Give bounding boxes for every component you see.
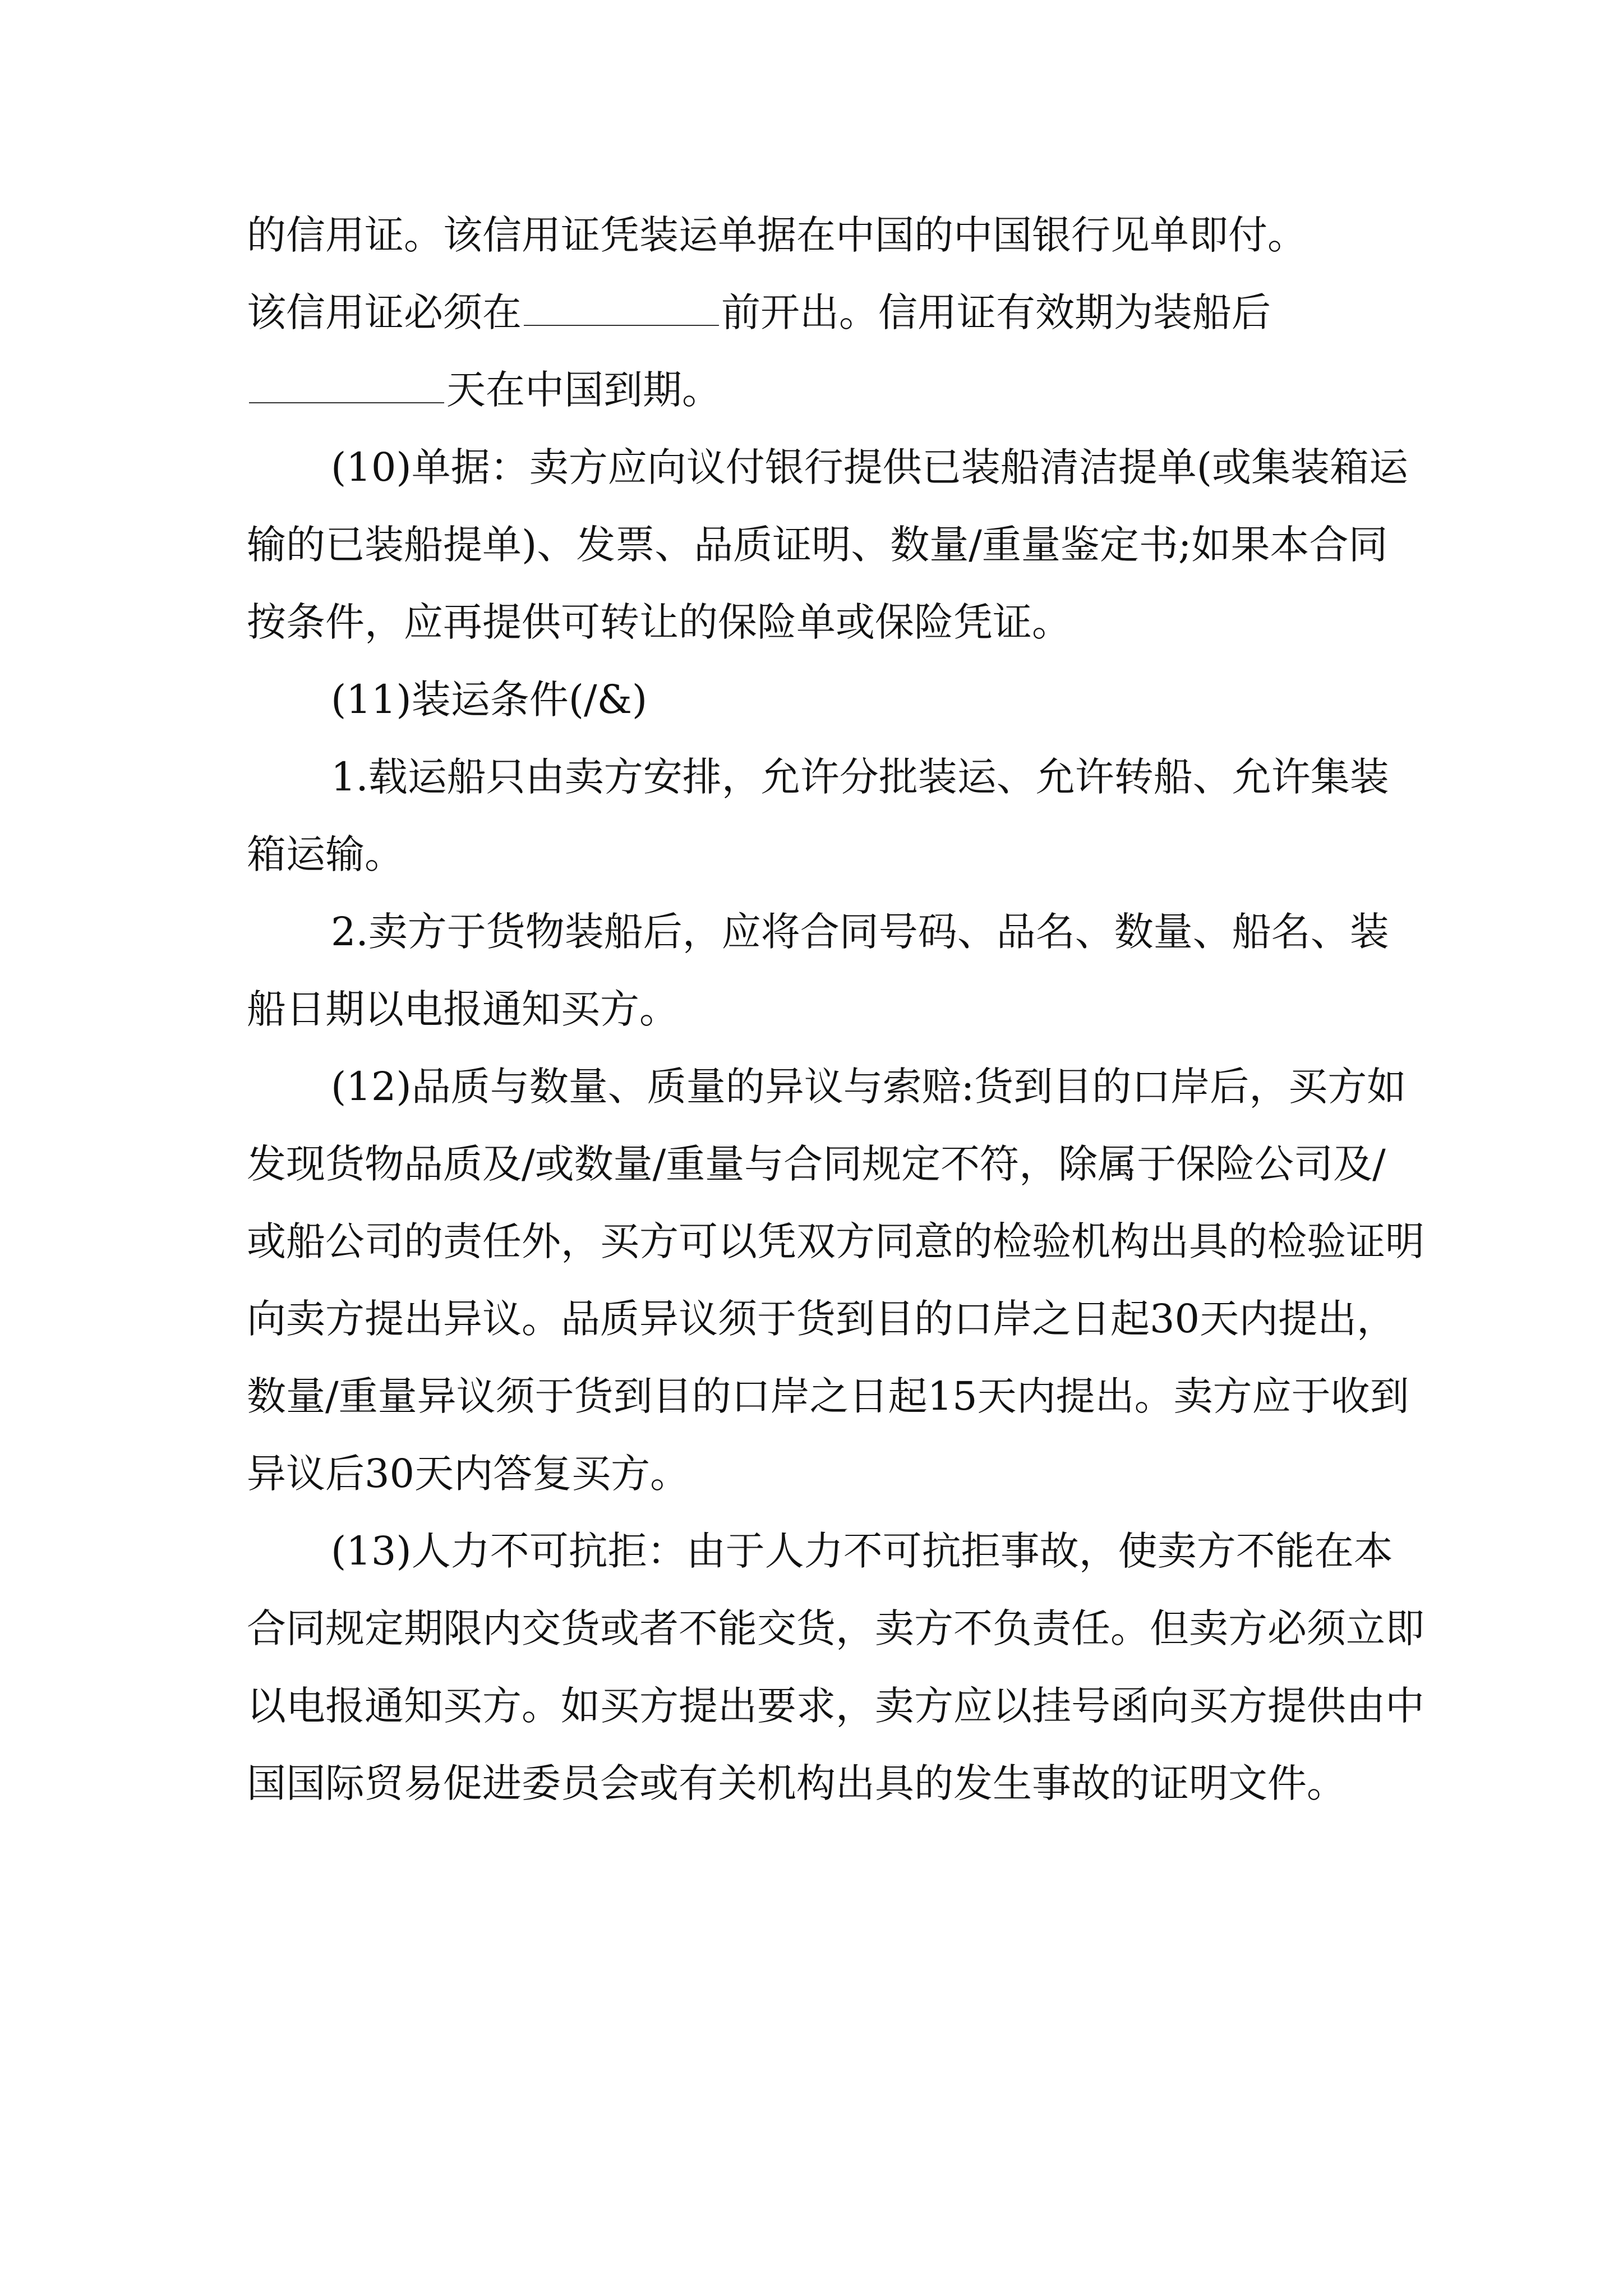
paragraph-shipping-term-1: 1.载运船只由卖方安排，允许分批装运、允许转船、允许集装箱运输。 <box>247 754 1389 877</box>
blank-field-days <box>249 369 444 403</box>
text-line: 该信用证必须在 <box>247 289 522 335</box>
text-line: 前开出。信用证有效期为装船后 <box>721 289 1271 335</box>
paragraph-letter-of-credit <box>247 196 1424 429</box>
paragraph-force-majeure: (13)人力不可抗拒：由于人力不可抗拒事故，使卖方不能在本合同规定期限内交货或者不能交货，卖方不负责任。但卖方必须立即以电报通知买方。如买方提出要求，卖方应以挂号函向买方提供由中国国际贸易促进委员会或有关机构出具的发生事故的证明文件。 <box>247 1528 1424 1806</box>
blank-field-date <box>524 291 719 326</box>
paragraph-documents: (10)单据：卖方应向议付银行提供已装船清洁提单(或集装箱运输的已装船提单)、发票、品质证明、数量/重量鉴定书;如果本合同按条件，应再提供可转让的保险单或保险凭证。 <box>247 444 1408 645</box>
text-line: 的信用证。该信用证凭装运单据在中国的中国银行见单即付。 <box>247 212 1307 258</box>
paragraph-claims: (12)品质与数量、质量的异议与索赔:货到目的口岸后，买方如发现货物品质及/或数量/重量与合同规定不符，除属于保险公司及/或船公司的责任外，买方可以凭双方同意的检验机构出具的检验证明向卖方提出异议。品质异议须于货到目的口岸之日起30天内提出，数量/重量异议须于货到目的口岸之日起15天内提出。卖方应于收到异议后30天内答复买方。 <box>247 1064 1424 1497</box>
text-line: 天在中国到期。 <box>446 367 721 413</box>
paragraph-shipping-term-2: 2.卖方于货物装船后，应将合同号码、品名、数量、船名、装船日期以电报通知买方。 <box>247 909 1389 1032</box>
document-body <box>247 196 1424 1822</box>
paragraph-shipping-terms-heading: (11)装运条件(/&) <box>331 677 648 723</box>
